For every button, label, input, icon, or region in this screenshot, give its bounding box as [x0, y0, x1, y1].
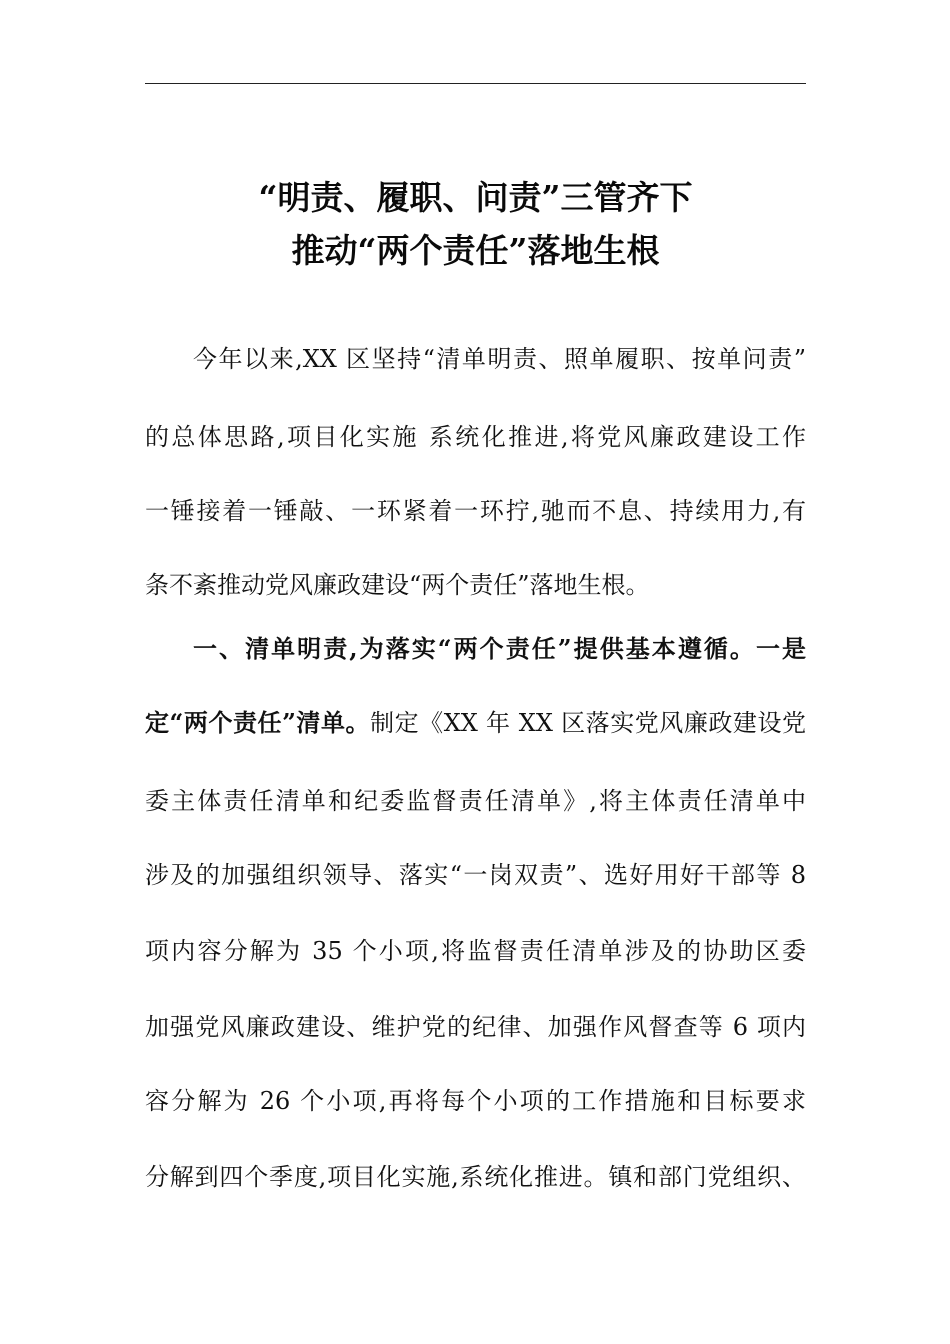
- header-rule: [145, 83, 806, 84]
- paragraph-1-line-2: 的总体思路,项目化实施 系统化推进,将党风廉政建设工作: [145, 423, 806, 451]
- paragraph-1-line-3: 一锤接着一锤敲、一环紧着一环拧,驰而不息、持续用力,有: [145, 497, 806, 525]
- section-1-line-7: 容分解为 26 个小项,再将每个小项的工作措施和目标要求: [145, 1087, 806, 1115]
- section-1-line-2: [145, 706, 806, 740]
- section-1-line-2-text: 制定《XX 年 XX 区落实党风廉政建设党: [370, 709, 807, 737]
- paragraph-1-line-1: 今年以来,XX 区坚持“清单明责、照单履职、按单问责”: [193, 345, 806, 373]
- section-1-bold-lead: 定“两个责任”清单。: [145, 708, 371, 737]
- section-1-line-4: 涉及的加强组织领导、落实“一岗双责”、选好用好干部等 8: [145, 861, 806, 889]
- section-1-line-6: 加强党风廉政建设、维护党的纪律、加强作风督查等 6 项内: [145, 1013, 806, 1041]
- section-1-heading: 一、清单明责,为落实“两个责任”提供基本遵循。一是: [193, 634, 806, 663]
- section-1-line-3: 委主体责任清单和纪委监督责任清单》,将主体责任清单中: [145, 787, 806, 815]
- paragraph-1-line-4: 条不紊推动党风廉政建设“两个责任”落地生根。: [145, 571, 650, 599]
- section-1-line-5: 项内容分解为 35 个小项,将监督责任清单涉及的协助区委: [145, 937, 806, 965]
- document-title-line-1: “明责、履职、问责”三管齐下: [258, 178, 693, 217]
- document-title-line-2: 推动“两个责任”落地生根: [291, 231, 660, 270]
- section-1-line-8: 分解到四个季度,项目化实施,系统化推进。镇和部门党组织、: [145, 1163, 806, 1191]
